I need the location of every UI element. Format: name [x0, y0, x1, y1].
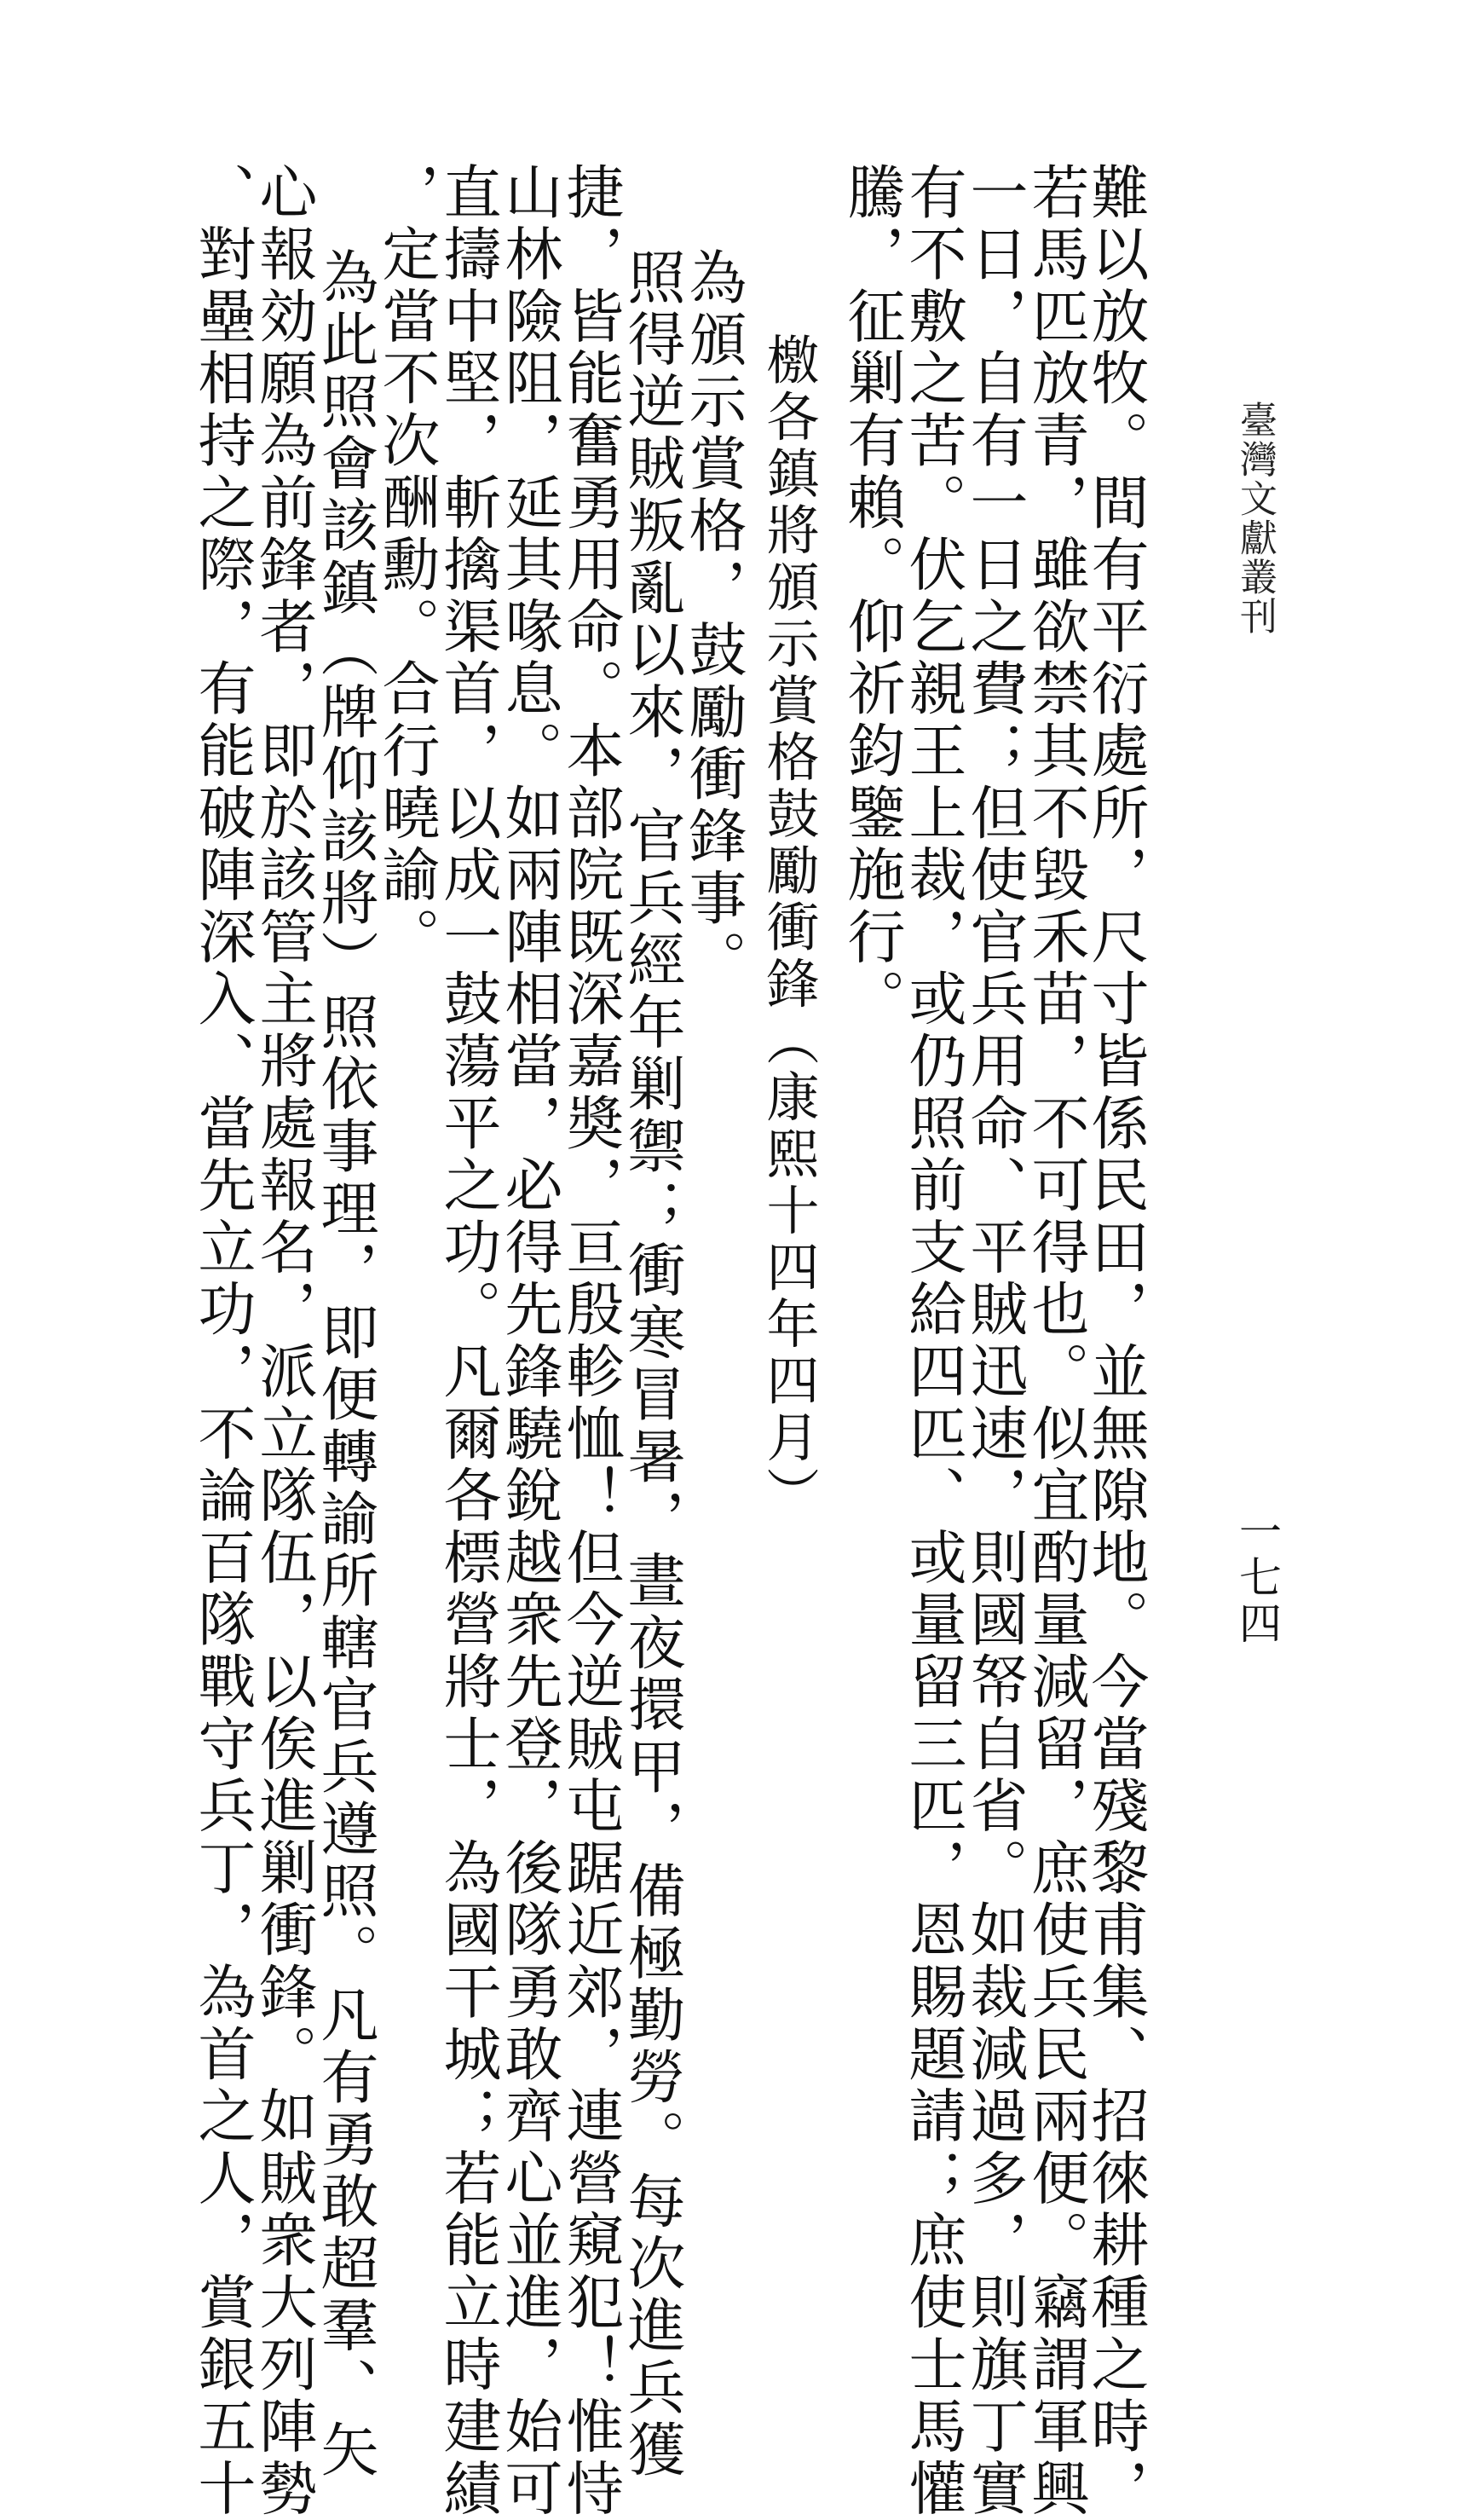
text-column-3: 一日，自有一日之費；但使官兵用命、平賊迅速，則國帑自省。如裁減過多，則旗丁實 [960, 162, 1028, 2520]
text-column-15: 、對壘相持之際，有能破陣深入、當先立功，不論百隊戰守兵丁，為首之人，賞銀五十 [188, 162, 256, 2520]
text-column-7: 為頒示賞格，鼓勵衝鋒事。 [679, 247, 747, 992]
text-column-14: 心報効願為前鋒者，即於該管主將處報名，派立隊伍，以俟進剿衝鋒。如賊衆大列陣勢 [250, 162, 317, 2520]
book-series-title: 臺灣文獻叢刊 [1233, 401, 1277, 636]
text-column-10: 山林險阻，延其喙息。如兩陣相當，必得先鋒驍銳越衆先登，後隊勇敢齊心並進，始可 [495, 162, 562, 2520]
text-column-1: 難以放牧。間有平衍處所，尺寸皆係民田，並無隙地。今當殘黎甫集、招徠耕種之時， [1081, 162, 1149, 2520]
section-title: 檄各鎮將頒示賞格鼓勵衝鋒（康熙十四年四月） [758, 332, 820, 1523]
text-column-9: 捷，皆能奮勇用命。本部院既深嘉奬，亘殷軫恤！但今逆賊屯踞近郊，連營窺犯！惟恃 [556, 162, 624, 2520]
text-column-4: 有不敷之苦。伏乞親王上裁，或仍照前支給四匹、或量留三匹，恩賜題請；庶使士馬懽 [899, 162, 966, 2520]
text-column-12: ，定當不次酬勳。合行曉諭。 [372, 162, 440, 969]
text-column-5: 騰，征剿有賴。仰祈鈞鑒施行。 [838, 162, 905, 1032]
page-number: 一七四 [1232, 1509, 1282, 1647]
text-column-13: 為此照會該鎮（牌仰該將）照依事理，即便轉諭所轄官兵遵照。凡有勇敢超羣、矢 [311, 247, 378, 2482]
text-column-11: 直擣中堅，斬擒渠首，以成一鼓蕩平之功。凡爾各標營將士，為國干城；若能立時建績 [434, 162, 501, 2520]
text-column-8: 照得逆賊叛亂以來，官兵經年剿禦；衝寒冒暑，晝夜擐甲，備極勤勞。每次進兵獲 [618, 247, 685, 2482]
text-column-2: 若馬匹放青，雖欲禁其不毀禾苗，不可得也。似宜酌量減留，庶使兵民兩便。竊謂軍興 [1022, 162, 1089, 2520]
